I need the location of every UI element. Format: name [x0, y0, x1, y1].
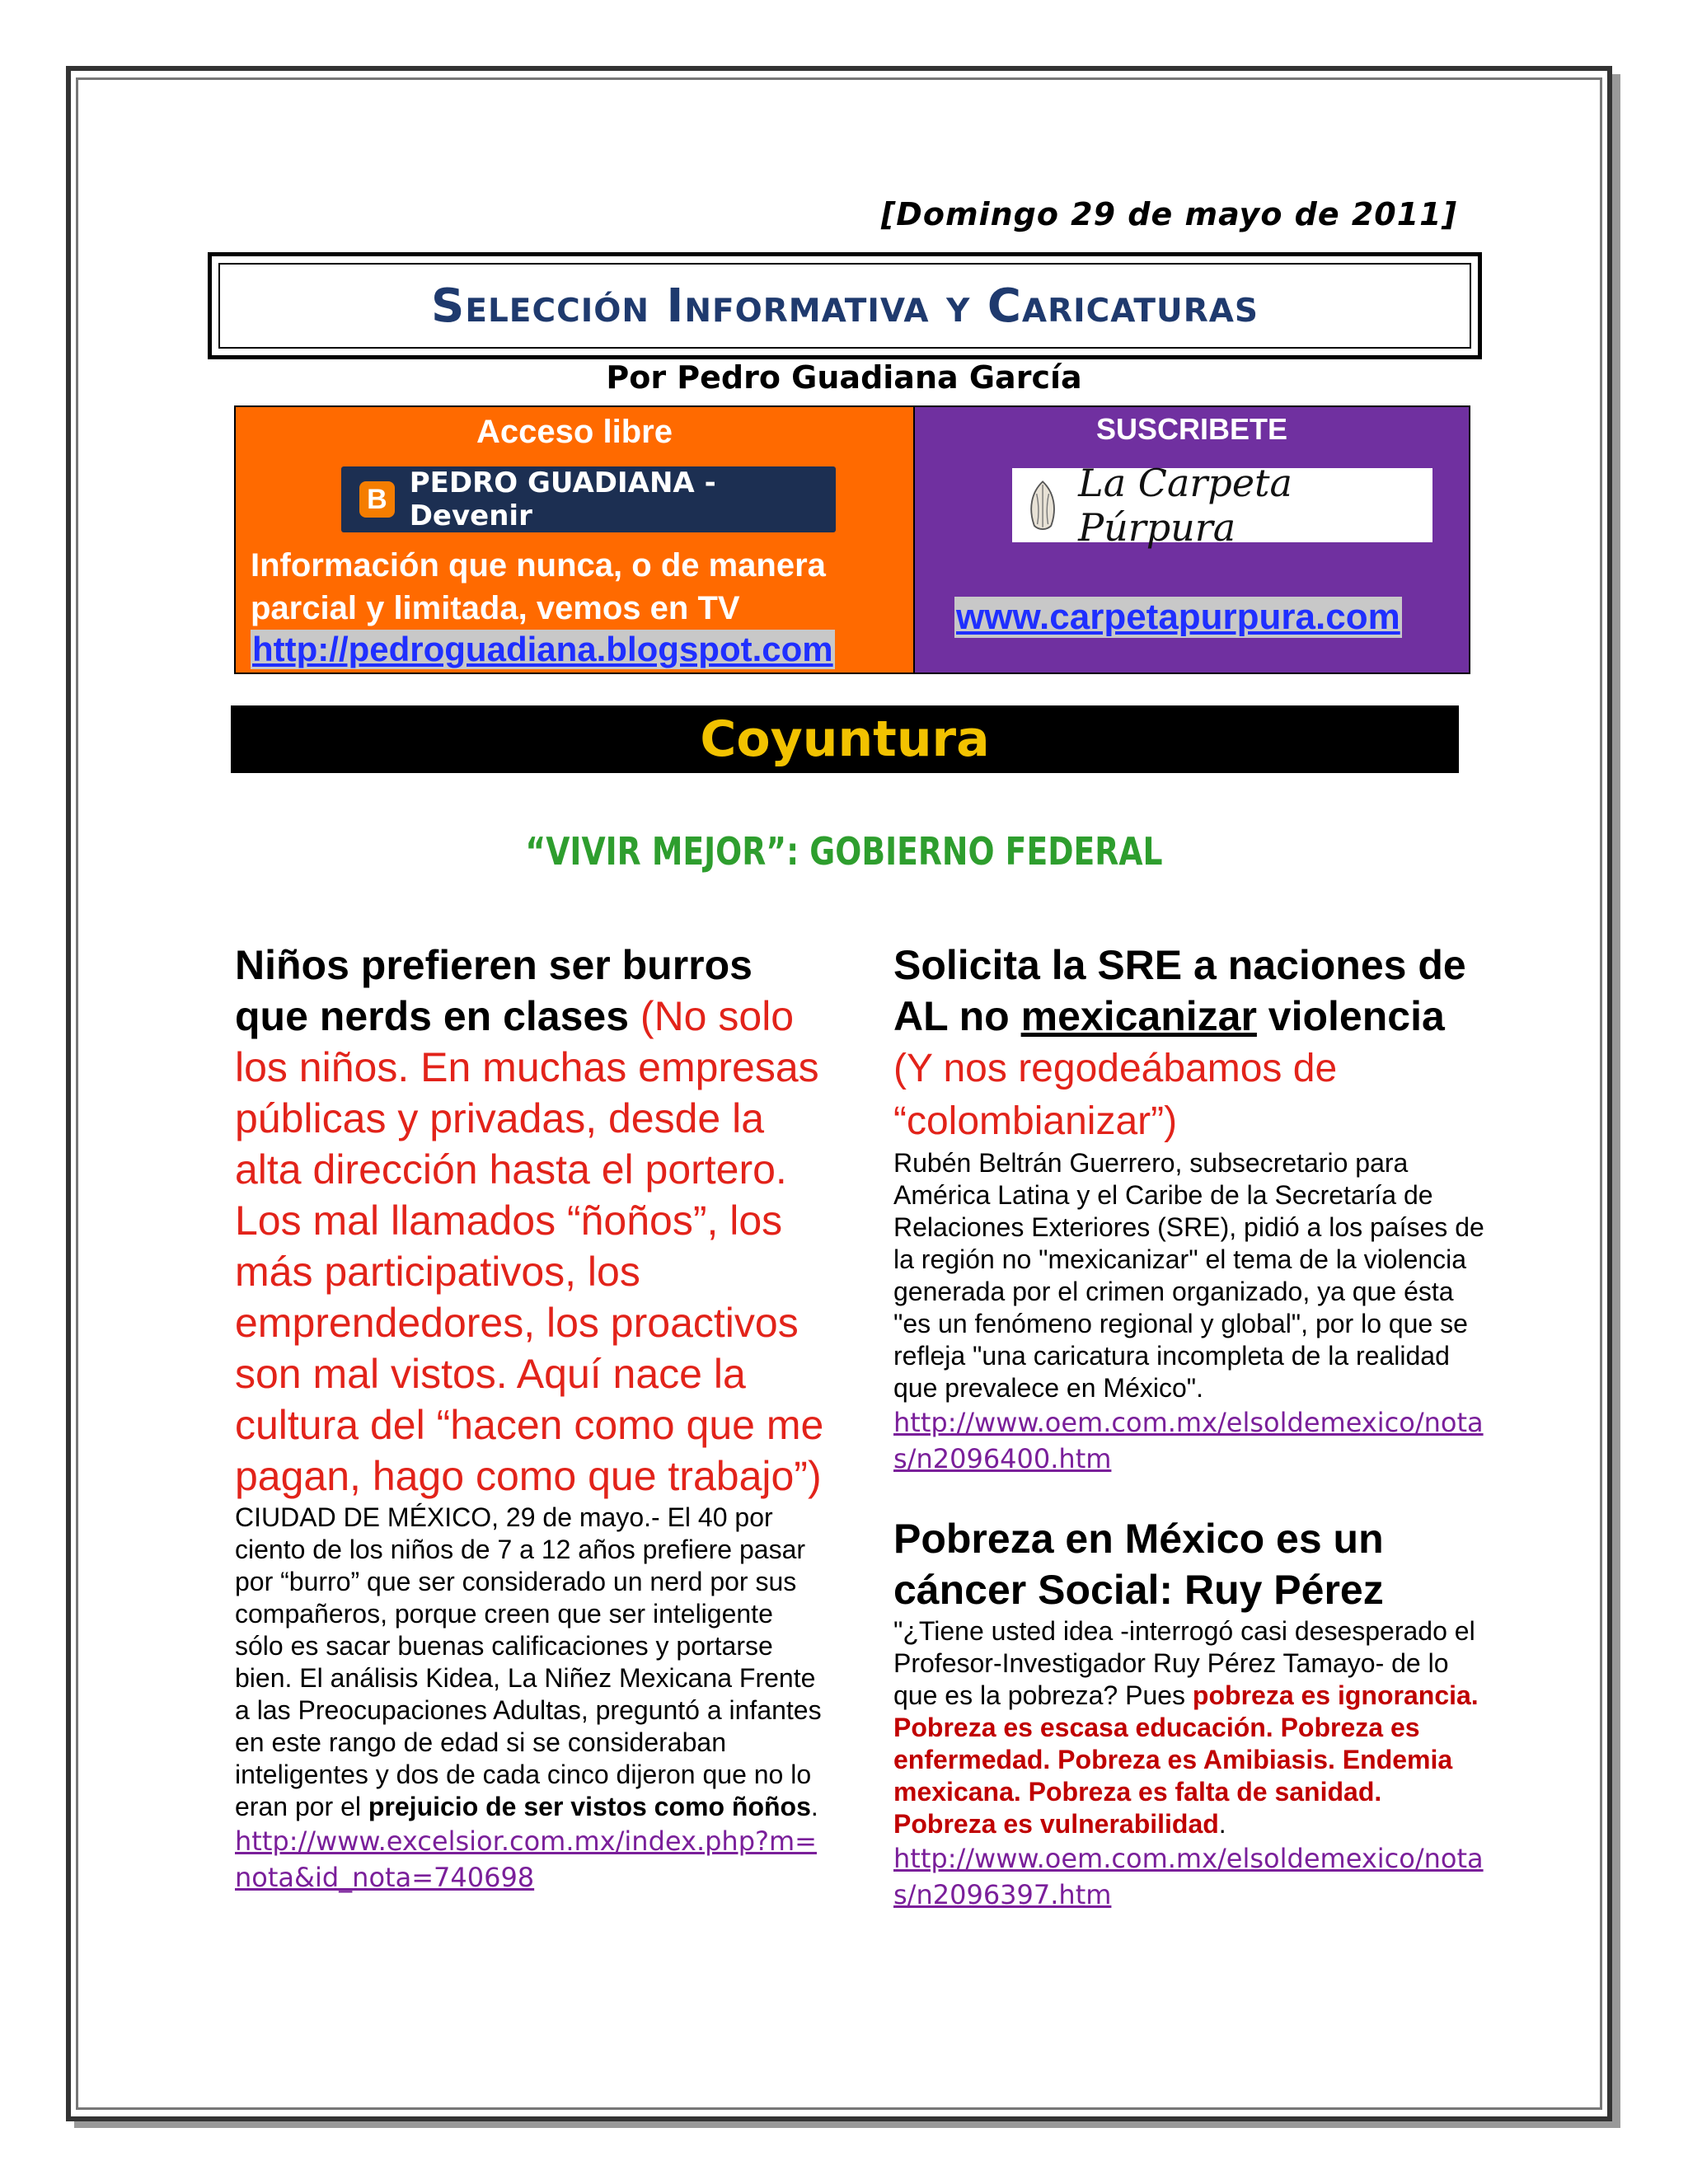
blog-badge-label: PEDRO GUADIANA - Devenir: [409, 466, 716, 532]
article-body-emphasis: prejuicio de ser vistos como ñoños: [368, 1792, 811, 1821]
title-box: [208, 252, 1482, 359]
article-source-link-sre[interactable]: http://www.oem.com.mx/elsoldemexico/notas/n2096400.htm: [893, 1407, 1484, 1474]
article-body-pobreza: "¿Tiene usted idea -interrogó casi desesperado el Profesor-Investigador Ruy Pérez Tamayo- de lo que es la pobreza? Pues pobreza es ignorancia. Pobreza es escasa educación. Pobreza es enfermedad. Pobreza es Amibiasis. Endemia mexicana. Pobreza es falta de sanidad. Pobreza es vulnerabilidad.: [893, 1616, 1479, 1839]
promo-description: Información que nunca, o de manera parcial y limitada, vemos en TV: [251, 547, 826, 626]
article-body-sre: Rubén Beltrán Guerrero, subsecretario para América Latina y el Caribe de la Secretaría de Relaciones Exteriores (SRE), pidió a los países de la región no "mexicanizar" el tema de la violencia generada por el crimen organizado, ya que ésta "es un fenómeno regional y global", por lo que se refleja "una caricatura incompleta de la realidad que prevalece en México".: [893, 1148, 1484, 1403]
carpeta-link[interactable]: www.carpetapurpura.com: [956, 597, 1400, 637]
article-body: CIUDAD DE MÉXICO, 29 de mayo.- El 40 por ciento de los niños de 7 a 12 años prefiere pasar por “burro” que ser considerado un nerd por sus compañeros, porque creen que ser inteligente sólo es sacar buenas calificaciones y portarse bien. El análisis Kidea, La Niñez Mexicana Frente a las Preocupaciones Adultas, preguntó a infantes en este rango de edad si se consideraban inteligentes y dos de cada cinco dijeron que no lo eran por el prejuicio de ser vistos como ñoños.: [235, 1502, 822, 1821]
promo-subscribe-heading: SUSCRIBETE: [1095, 412, 1288, 446]
frame-shadow-bottom: [74, 2121, 1620, 2128]
byline: Por Pedro Guadiana García: [606, 359, 1082, 396]
editor-note-sre: (Y nos regodeábamos de “colombianizar”): [893, 1047, 1338, 1143]
carpeta-logo-text: La Carpeta Púrpura: [1078, 461, 1292, 550]
promo-banner: [234, 405, 1470, 674]
promo-free-heading: Acceso libre: [476, 414, 673, 450]
subheading: “VIVIR MEJOR”: GOBIERNO FEDERAL: [525, 829, 1163, 874]
carpeta-purpura-logo[interactable]: [1012, 461, 1432, 550]
blog-link[interactable]: http://pedroguadiana.blogspot.com: [252, 630, 833, 668]
article-headline: Niños prefieren ser burros que nerds en clases (No solo los niños. En muchas empresas públicas y privadas, desde la alta dirección hasta el portero. Los mal llamados “ñoños”, los más participativos, los emprendedores, los proactivos son mal vistos. Aquí nace la cultura del “hacen como que me pagan, hago como que trabajo”): [235, 942, 824, 1499]
shell-icon: [1024, 476, 1062, 534]
article-body-pobreza-emphasis: pobreza es ignorancia. Pobreza es escasa educación. Pobreza es enfermedad. Pobreza es Amibiasis. Endemia mexicana. Pobreza es falta de sanidad. Pobreza es vulnerabilidad: [893, 1680, 1479, 1839]
blogger-icon: B: [359, 481, 395, 518]
article-source-link[interactable]: http://www.excelsior.com.mx/index.php?m=nota&id_nota=740698: [235, 1825, 817, 1893]
page-title: Selección Informativa y Caricaturas: [430, 279, 1259, 333]
promo-free-access: [236, 407, 915, 673]
article-left: [235, 940, 828, 1896]
editor-note: (No solo los niños. En muchas empresas públicas y privadas, desde la alta dirección hasta el portero. Los mal llamados “ñoños”, los más participativos, los emprendedores, los proactivos son mal vistos. Aquí nace la cultura del “hacen como que me pagan, hago como que trabajo”): [235, 993, 824, 1499]
promo-subscribe: [915, 407, 1469, 673]
article-right: [893, 940, 1487, 1913]
article-source-link-pobreza[interactable]: http://www.oem.com.mx/elsoldemexico/notas/n2096397.htm: [893, 1843, 1484, 1910]
article-headline-pobreza: Pobreza en México es un cáncer Social: Ruy Pérez: [893, 1516, 1384, 1613]
issue-date: [Domingo 29 de mayo de 2011]: [880, 196, 1457, 232]
article-headline-sre: Solicita la SRE a naciones de AL no mexicanizar violencia (Y nos regodeábamos de “colombianizar”): [893, 942, 1466, 1143]
section-title: Coyuntura: [700, 710, 990, 768]
section-header: [231, 705, 1459, 773]
blog-badge[interactable]: [341, 466, 836, 532]
